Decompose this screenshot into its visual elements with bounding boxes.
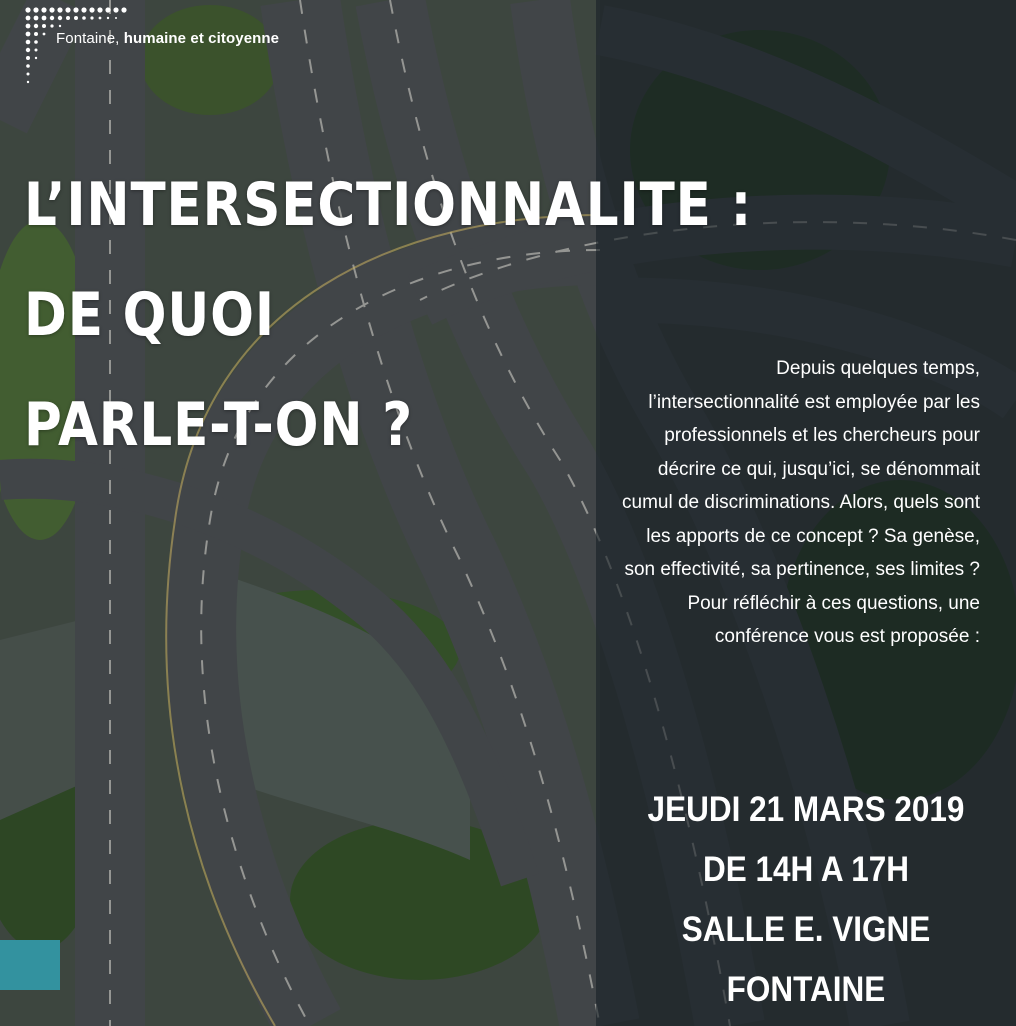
event-description: Depuis quelques temps, l’intersectionnalité est employée par les professionnels et les chercheurs pour décrire ce qui, jusqu’ici, se dénommait cumul de discriminations. Alors, quels sont les apports de ce concept ? Sa genèse, son effectivité, sa pertinence, ses limites ? Pour réfléchir à ces questions, une conférence vous est proposée : — [622, 358, 980, 647]
title-line-1: L’INTERSECTIONNALITE : — [24, 170, 753, 240]
logo-prefix: Fontaine, — [56, 30, 120, 47]
logo-tagline — [56, 30, 279, 47]
event-city: FONTAINE — [726, 970, 886, 1009]
title-line-3: PARLE-T-ON ? — [24, 390, 414, 460]
title-line-2: DE QUOI — [24, 280, 275, 350]
event-details — [596, 780, 1016, 1020]
logo-bold: humaine et citoyenne — [123, 30, 280, 47]
dot-grid-logo-icon — [24, 6, 134, 90]
event-date: JEUDI 21 MARS 2019 — [647, 790, 965, 829]
event-time: DE 14H A 17H — [702, 850, 909, 889]
event-venue: SALLE E. VIGNE — [681, 910, 931, 949]
